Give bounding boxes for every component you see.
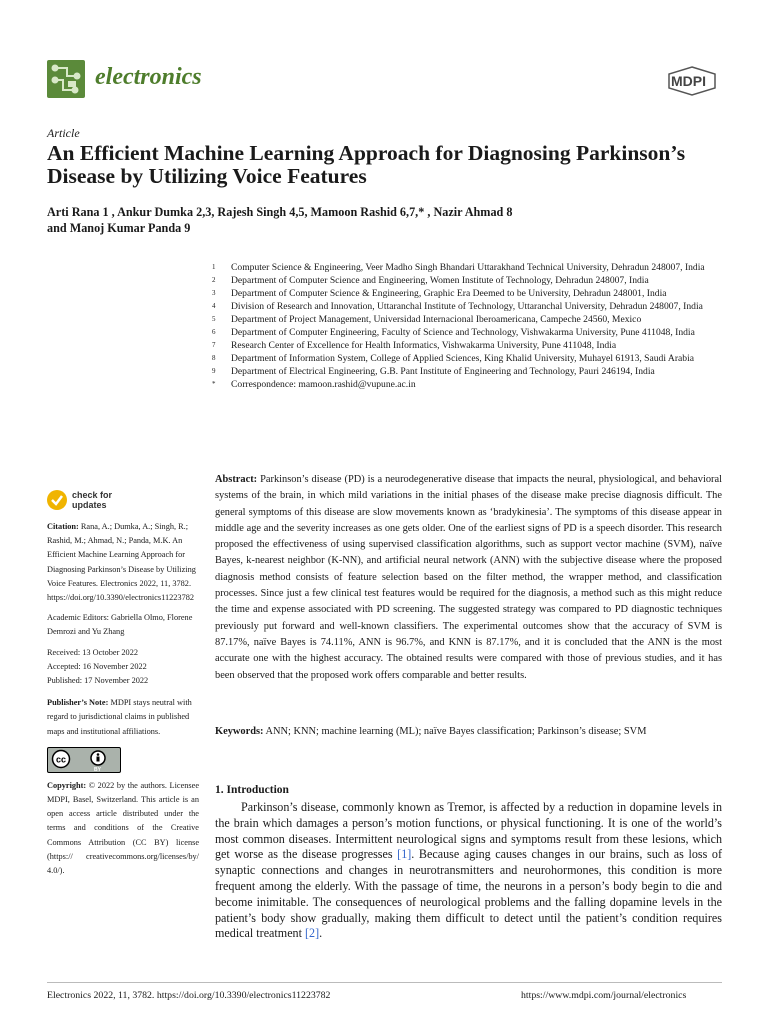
footer-journal-url[interactable]: https://www.mdpi.com/journal/electronics bbox=[521, 990, 687, 1001]
journal-logo-icon bbox=[47, 60, 85, 98]
affiliation-item: 8 Department of Information System, College of Applied Sciences, King Khalid University, Muhayel 61913, Saudi Arabia bbox=[212, 353, 694, 364]
affiliation-item: 2 Department of Computer Science and Engineering, Women Institute of Technology, Dehradun 248007, India bbox=[212, 275, 649, 286]
abstract-text: Parkinson’s disease (PD) is a neurodegenerative disease that impacts the neural, physiological, and behavioral systems of the brain, in which mild variations in the initial phases of the disease make precise diagnosis difficult. The general symptoms of this disease are slow movements known as ‘bradykinesia’. The symptoms of this disease appear in middle age and the severity increases as one gets older. One of the earliest signs of PD is a speech disorder. This research proposed the effectiveness of using supervised classification algorithms, such as support vector machine (SVM), naïve Bayes, k-nearest neighbor (K-NN), and artificial neural network (ANN) with the subjective disease where the proposed diagnosis method consists of feature selection based on the filter method, the wrapper method, and classification processes. Since just a few clinical test features would be required for the diagnosis, a method such as this might reduce the time and expense associated with PD screening. The suggested strategy was compared to PD diagnostic techniques previously put forward and well-known classifiers. The experimental outcomes show that the accuracy of SVM is 87.17%, naïve Bayes is 74.11%, ANN is 96.7%, and KNN is 87.17%, and it is concluded that the ANN is the most accurate one with the highest accuracy. The obtained results were compared with those of previous studies, and it has been observed that the proposed work offers comparable and better results. bbox=[215, 474, 722, 681]
citation-link[interactable]: [2] bbox=[305, 926, 320, 941]
affiliation-item: 4 Division of Research and Innovation, Uttaranchal Institute of Technology, Uttaranchal University, Dehradun 248007, India bbox=[212, 301, 703, 312]
sidebar bbox=[47, 490, 199, 884]
authors-line-1[interactable]: Arti Rana 1 , Ankur Dumka 2,3, Rajesh Singh 4,5, Mamoon Rashid 6,7,* , Nazir Ahmad 8 bbox=[47, 205, 513, 219]
affiliation-item: 1 Computer Science & Engineering, Veer Madho Singh Bhandari Uttarakhand Technical University, Dehradun 248007, India bbox=[212, 262, 705, 273]
journal-name: electronics bbox=[95, 64, 202, 90]
academic-editors: Academic Editors: Gabriella Olmo, Florene Demrozi and Yu Zhang bbox=[47, 613, 193, 637]
correspondence: * Correspondence: mamoon.rashid@vupune.ac.in bbox=[212, 379, 416, 390]
affiliation-item: 5 Department of Project Management, Universidad Internacional Iberoamericana, Campeche 24560, Mexico bbox=[212, 314, 642, 325]
publisher-note: Publisher’s Note: MDPI stays neutral with regard to jurisdictional claims in published maps and institutional affiliations. bbox=[47, 698, 192, 736]
article-type: Article bbox=[47, 126, 80, 140]
section-heading: 1. Introduction bbox=[215, 784, 289, 796]
citation: Citation: Rana, A.; Dumka, A.; Singh, R.; Rashid, M.; Ahmad, N.; Panda, M.K. An Efficient Machine Learning Approach for Diagnosing Parkinson’s Disease by Utilizing Voice Features. Electronics 2022, 11, 3782. https://doi.org/10.3390/electronics11223782 bbox=[47, 522, 196, 603]
author-list bbox=[47, 204, 667, 236]
check-line-2: updates bbox=[72, 500, 107, 510]
cc-by-license-icon[interactable] bbox=[47, 747, 121, 773]
mdpi-logo-text: MDPI bbox=[671, 73, 706, 89]
affiliation-item: 9 Department of Electrical Engineering, G.B. Pant Institute of Engineering and Technology, Pauri 246194, India bbox=[212, 366, 655, 377]
abstract-label: Abstract: bbox=[215, 474, 258, 485]
citation-link[interactable]: [1] bbox=[397, 847, 412, 862]
check-line-1: check for bbox=[72, 490, 113, 500]
authors-line-2[interactable]: and Manoj Kumar Panda 9 bbox=[47, 221, 191, 235]
footer-citation[interactable]: Electronics 2022, 11, 3782. https://doi.org/10.3390/electronics11223782 bbox=[47, 990, 331, 1001]
keywords-label: Keywords: bbox=[215, 726, 264, 737]
intro-paragraph: Parkinson’s disease, commonly known as Tremor, is affected by a reduction in dopamine levels in the brain which damages a person’s motion functions, or physical functioning. It is one of the world’s most common diseases. Intermittent neurological signs and symptoms result from these lesions, which get worse as the disease progresses [1]. Because aging causes changes in our brains, such as loss of synaptic connections and changes in neurotransmitters and neurohormones, this condition is more frequent among the elderly. With the passage of time, the neurons in a person’s body begin to die and become inimitable. The consequences of neurological problems and the falling dopamine levels in the patient’s body show gradually, making them difficult to detect until the patient’s condition requires medical treatment [2]. bbox=[215, 800, 722, 941]
mdpi-logo bbox=[666, 66, 718, 96]
affiliations bbox=[212, 261, 722, 391]
article-title: An Efficient Machine Learning Approach for Diagnosing Parkinson’s Disease by Utilizing Voice Features bbox=[47, 141, 686, 188]
received-date: Received: 13 October 2022 bbox=[47, 647, 139, 657]
svg-text:cc: cc bbox=[55, 754, 67, 765]
affiliation-item: 7 Research Center of Excellence for Health Informatics, Vishwakarma University, Pune 411048, India bbox=[212, 340, 617, 351]
abstract bbox=[215, 472, 722, 684]
keywords bbox=[215, 724, 722, 740]
accepted-date: Accepted: 16 November 2022 bbox=[47, 661, 147, 671]
affiliation-item: 6 Department of Computer Engineering, Faculty of Science and Technology, Vishwakarma University, Pune 411048, India bbox=[212, 327, 695, 338]
keywords-text: ANN; KNN; machine learning (ML); naïve Bayes classification; Parkinson’s disease; SVM bbox=[265, 726, 647, 737]
copyright: Copyright: © 2022 by the authors. Licensee MDPI, Basel, Switzerland. This article is an open access article distributed under the terms and conditions of the Creative Commons Attribution (CC BY) license (https:// creativecommons.org/licenses/by/ 4.0/). bbox=[47, 780, 200, 876]
check-updates-icon bbox=[47, 490, 67, 510]
affiliation-item: 3 Department of Computer Science & Engineering, Graphic Era Deemed to be University, Dehradun 248001, India bbox=[212, 288, 667, 299]
cc-by-label: BY bbox=[94, 766, 101, 773]
published-date: Published: 17 November 2022 bbox=[47, 676, 149, 686]
check-for-updates-badge[interactable] bbox=[47, 490, 199, 510]
footer-rule bbox=[47, 982, 722, 983]
